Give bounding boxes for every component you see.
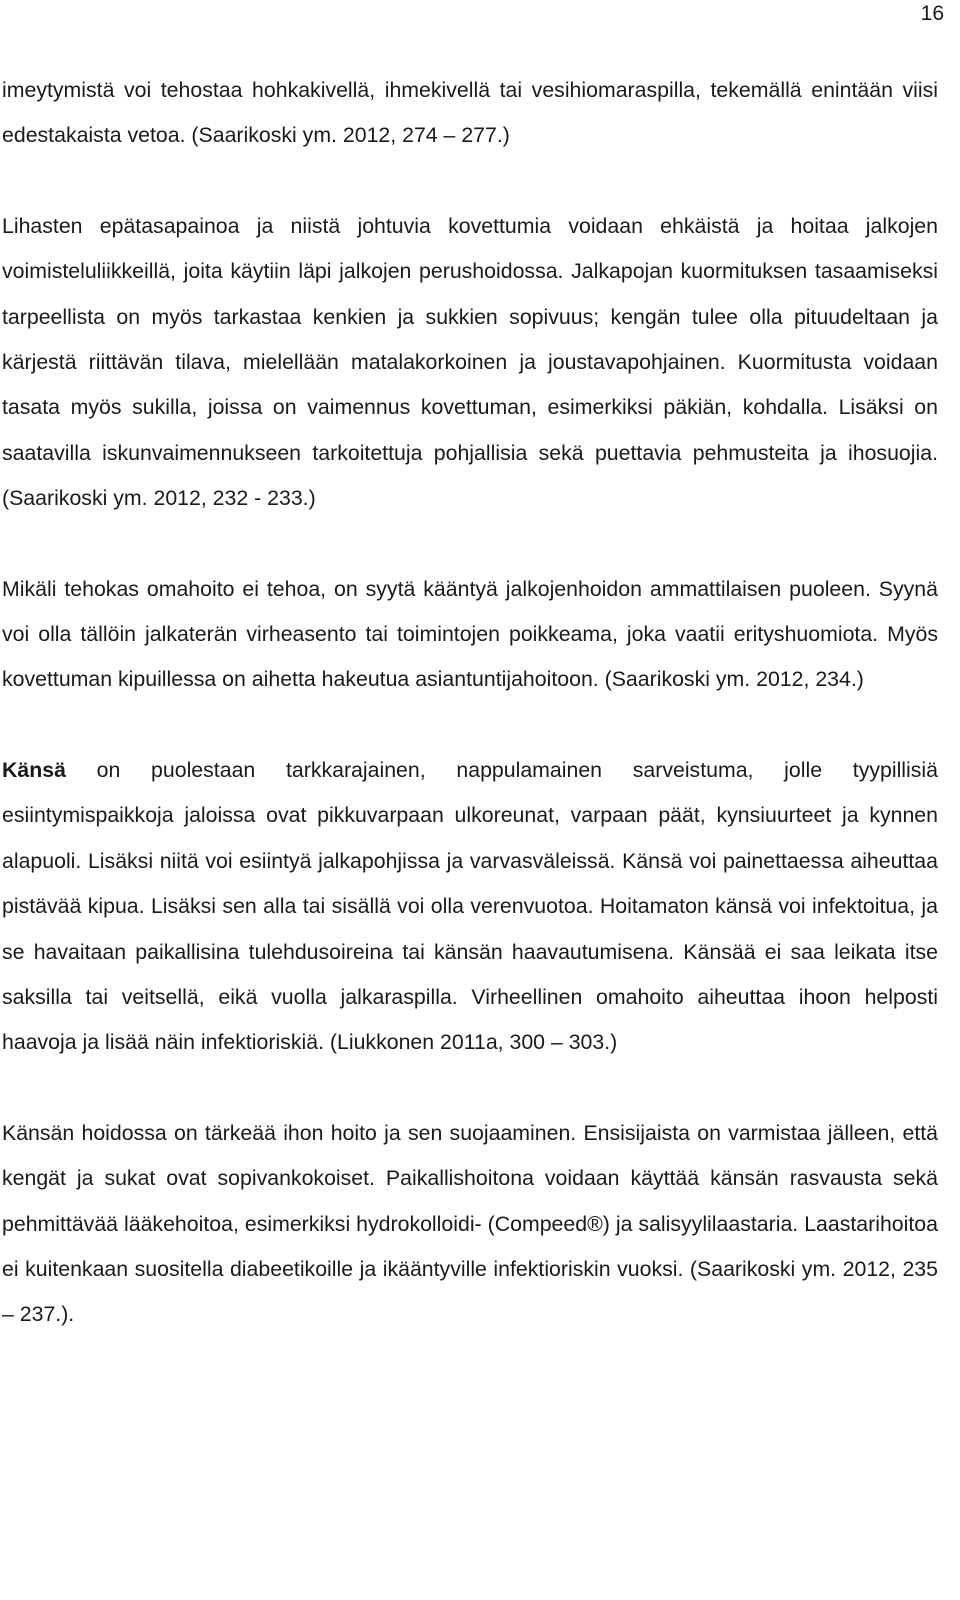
paragraph-professional-care: Mikäli tehokas omahoito ei tehoa, on syytä kääntyä jalkojenhoidon ammattilaisen puoleen. Syynä voi olla tällöin jalkaterän virheasento tai toimintojen poikkeama, joka vaatii erityshuomiota. Myös kovettuman kipuillessa on aihetta hakeutua asiantuntijahoitoon. (Saarikoski ym. 2012, 234.): [2, 576, 938, 692]
term-kansa: Känsä: [2, 757, 66, 782]
paragraph-corn-definition: [2, 748, 938, 1066]
corn-definition-text: on puolestaan tarkkarajainen, nappulamainen sarveistuma, jolle tyypillisiä esiintymispaikkoja jaloissa ovat pikkuvarpaan ulkoreunat, varpaan päät, kynsiuurteet ja kynnen alapuoli. Lisäksi niitä voi esiintyä jalkapohjissa ja varvasväleissä. Känsä voi painettaessa aiheuttaa pistävää kipua. Lisäksi sen alla tai sisällä voi olla verenvuotoa. Hoitamaton känsä voi infektoitua, ja se havaitaan paikallisina tulehdusoireina tai känsän haavautumisena. Känsää ei saa leikata itse saksilla tai veitsellä, eikä vuolla jalkaraspilla. Virheellinen omahoito aiheuttaa ihoon helposti haavoja ja lisää näin infektioriskiä. (Liukkonen 2011a, 300 – 303.): [2, 757, 938, 1055]
paragraph-scraping-continuation: imeytymistä voi tehostaa hohkakivellä, ihmekivellä tai vesihiomaraspilla, tekemällä enintään viisi edestakaista vetoa. (Saarikoski ym. 2012, 274 – 277.): [2, 78, 938, 148]
document-body: [2, 68, 938, 1338]
page-number: 16: [920, 2, 944, 25]
paragraph-muscle-imbalance: Lihasten epätasapainoa ja niistä johtuvia kovettumia voidaan ehkäistä ja hoitaa jalkojen voimisteluliikkeillä, joita käytiin läpi jalkojen perushoidossa. Jalkapojan kuormituksen tasaamiseksi tarpeellista on myös tarkastaa kenkien ja sukkien sopivuus; kengän tulee olla pituudeltaan ja kärjestä riittävän tilava, mielellään matalakorkoinen ja joustavapohjainen. Kuormitusta voidaan tasata myös sukilla, joissa on vaimennus kovettuman, esimerkiksi päkiän, kohdalla. Lisäksi on saatavilla iskunvaimennukseen tarkoitettuja pohjallisia sekä puettavia pehmusteita ja ihosuojia. (Saarikoski ym. 2012, 232 - 233.): [2, 213, 938, 511]
paragraph-corn-treatment: Känsän hoidossa on tärkeää ihon hoito ja sen suojaaminen. Ensisijaista on varmistaa jälleen, että kengät ja sukat ovat sopivankokoiset. Paikallishoitona voidaan käyttää känsän rasvausta sekä pehmittävää lääkehoitoa, esimerkiksi hydrokolloidi- (Compeed®) ja salisyylilaastaria. Laastarihoitoa ei kuitenkaan suositella diabeetikoille ja ikääntyville infektioriskin vuoksi. (Saarikoski ym. 2012, 235 – 237.).: [2, 1120, 938, 1327]
